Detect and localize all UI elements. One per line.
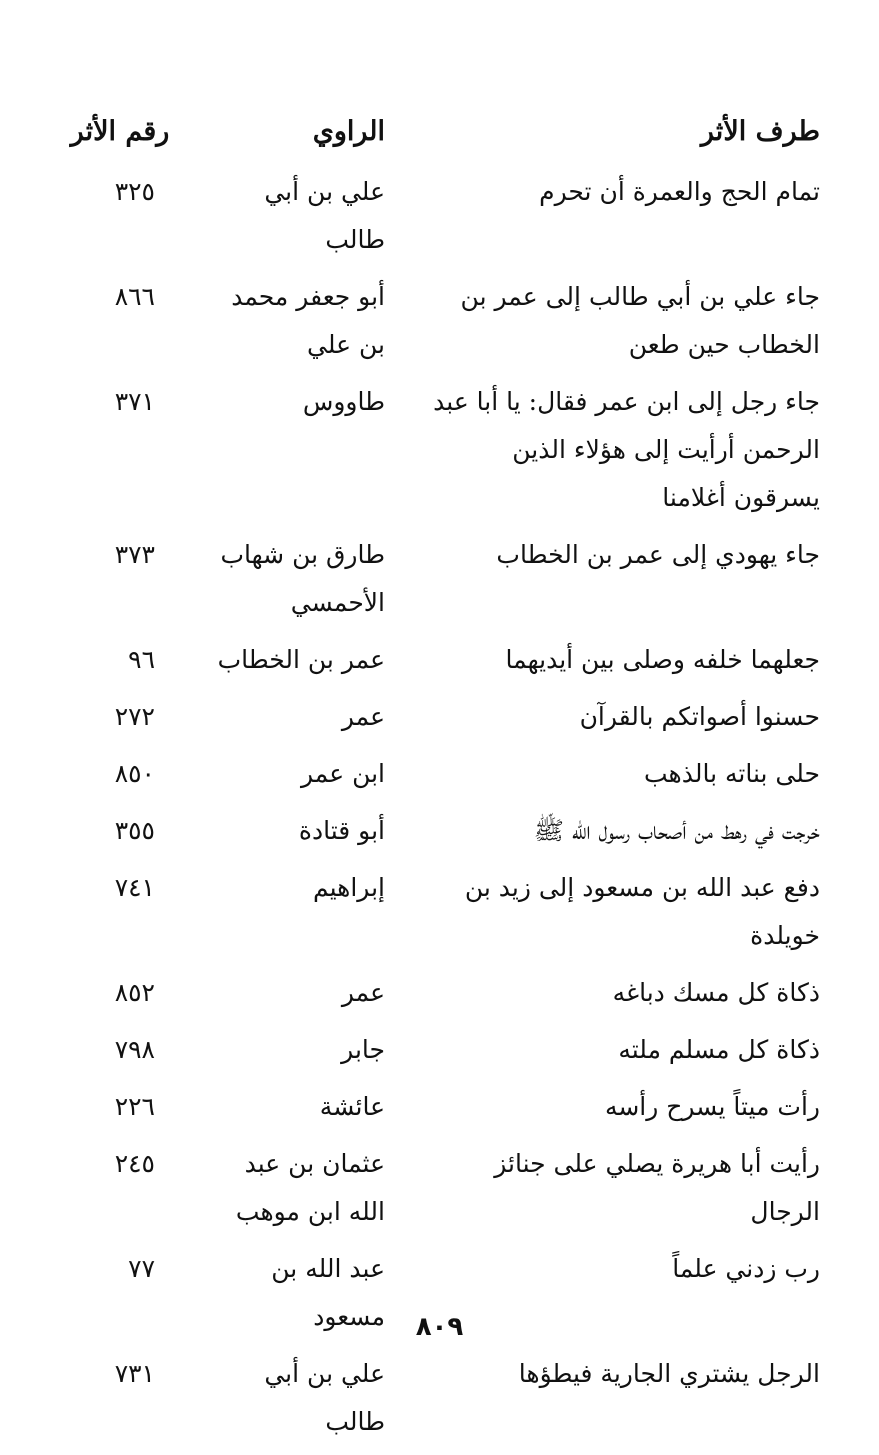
- table-row: [60, 1350, 820, 1446]
- athar-text: الرجل يشتري الجارية فيطؤها: [518, 1359, 820, 1388]
- athar-text: ذكاة كل مسك دباغه: [612, 978, 820, 1007]
- table-row: [60, 864, 820, 960]
- athar-text: جاء رجل إلى ابن عمر فقال: يا أبا عبد الرحمن أرأيت إلى هؤلاء الذين يسرقون أغلامنا: [433, 387, 820, 512]
- athar-text: خرجت في رهط من أصحاب رسول الله ﷺ: [533, 816, 820, 845]
- table-row: [60, 693, 820, 741]
- athar-number: ٣٧١: [114, 387, 155, 416]
- athar-text: ذكاة كل مسلم ملته: [618, 1035, 820, 1064]
- narrator: علي بن أبي طالب: [264, 177, 385, 254]
- athar-number: ٢٤٥: [114, 1149, 155, 1178]
- athar-number: ٣٢٥: [114, 177, 155, 206]
- athar-text: رأيت أبا هريرة يصلي على جنائز الرجال: [494, 1149, 820, 1226]
- page-number: ٨٠٩: [415, 1312, 464, 1342]
- athar-number: ٢٢٦: [114, 1092, 155, 1121]
- athar-text: رب زدني علماً: [672, 1254, 820, 1283]
- narrator: أبو جعفر محمد بن علي: [231, 282, 385, 359]
- narrator: عمر بن الخطاب: [217, 645, 385, 674]
- athar-number: ٧٧: [128, 1254, 155, 1283]
- table-row: [60, 1140, 820, 1236]
- athar-number: ٢٧٢: [114, 702, 155, 731]
- table-row: [60, 1083, 820, 1131]
- athar-number: ٨٥٢: [114, 978, 155, 1007]
- athar-text: دفع عبد الله بن مسعود إلى زيد بن خويلدة: [464, 873, 820, 950]
- narrator: عمر: [341, 978, 385, 1007]
- narrator: طاووس: [302, 387, 385, 416]
- header-athar-number: رقم الأثر: [70, 116, 170, 147]
- narrator: ابن عمر: [300, 759, 385, 788]
- athar-text: تمام الحج والعمرة أن تحرم: [539, 177, 820, 206]
- athar-text: حلى بناته بالذهب: [644, 759, 820, 788]
- athar-number: ٧٩٨: [114, 1035, 155, 1064]
- narrator: إبراهيم: [312, 873, 385, 902]
- narrator: عمر: [341, 702, 385, 731]
- athar-text: جاء يهودي إلى عمر بن الخطاب: [496, 540, 820, 569]
- table-row: [60, 807, 820, 855]
- athar-number: ٨٥٠: [114, 759, 155, 788]
- table-row: [60, 273, 820, 369]
- table-row: [60, 531, 820, 627]
- athar-number: ٣٧٣: [114, 540, 155, 569]
- table-row: [60, 969, 820, 1017]
- athar-number: ٨٦٦: [114, 282, 155, 311]
- athar-number: ٣٥٥: [114, 816, 155, 845]
- table-row: [60, 378, 820, 522]
- athar-text: حسنوا أصواتكم بالقرآن: [579, 702, 820, 731]
- athar-text: جعلهما خلفه وصلى بين أيديهما: [505, 645, 820, 674]
- athar-number: ٧٤١: [114, 873, 155, 902]
- narrator: جابر: [341, 1035, 385, 1064]
- athar-text: جاء علي بن أبي طالب إلى عمر بن الخطاب حين طعن: [460, 282, 820, 359]
- table-header: [60, 110, 820, 168]
- narrator: عبد الله بن مسعود: [271, 1254, 385, 1331]
- narrator: علي بن أبي طالب: [264, 1359, 385, 1436]
- header-athar-text: طرف الأثر: [700, 116, 820, 147]
- narrator: طارق بن شهاب الأحمسي: [220, 540, 385, 617]
- table-row: [60, 750, 820, 798]
- athar-number: ٩٦: [128, 645, 155, 674]
- table-row: [60, 168, 820, 264]
- header-narrator: الراوي: [312, 116, 385, 147]
- narrator: عائشة: [319, 1092, 385, 1121]
- table-row: [60, 1026, 820, 1074]
- table-row: [60, 636, 820, 684]
- narrator: عثمان بن عبد الله ابن موهب: [235, 1149, 385, 1226]
- athar-text: رأت ميتاً يسرح رأسه: [604, 1092, 820, 1121]
- athar-index-table: [60, 110, 820, 1455]
- narrator: أبو قتادة: [298, 816, 385, 845]
- athar-number: ٧٣١: [114, 1359, 155, 1388]
